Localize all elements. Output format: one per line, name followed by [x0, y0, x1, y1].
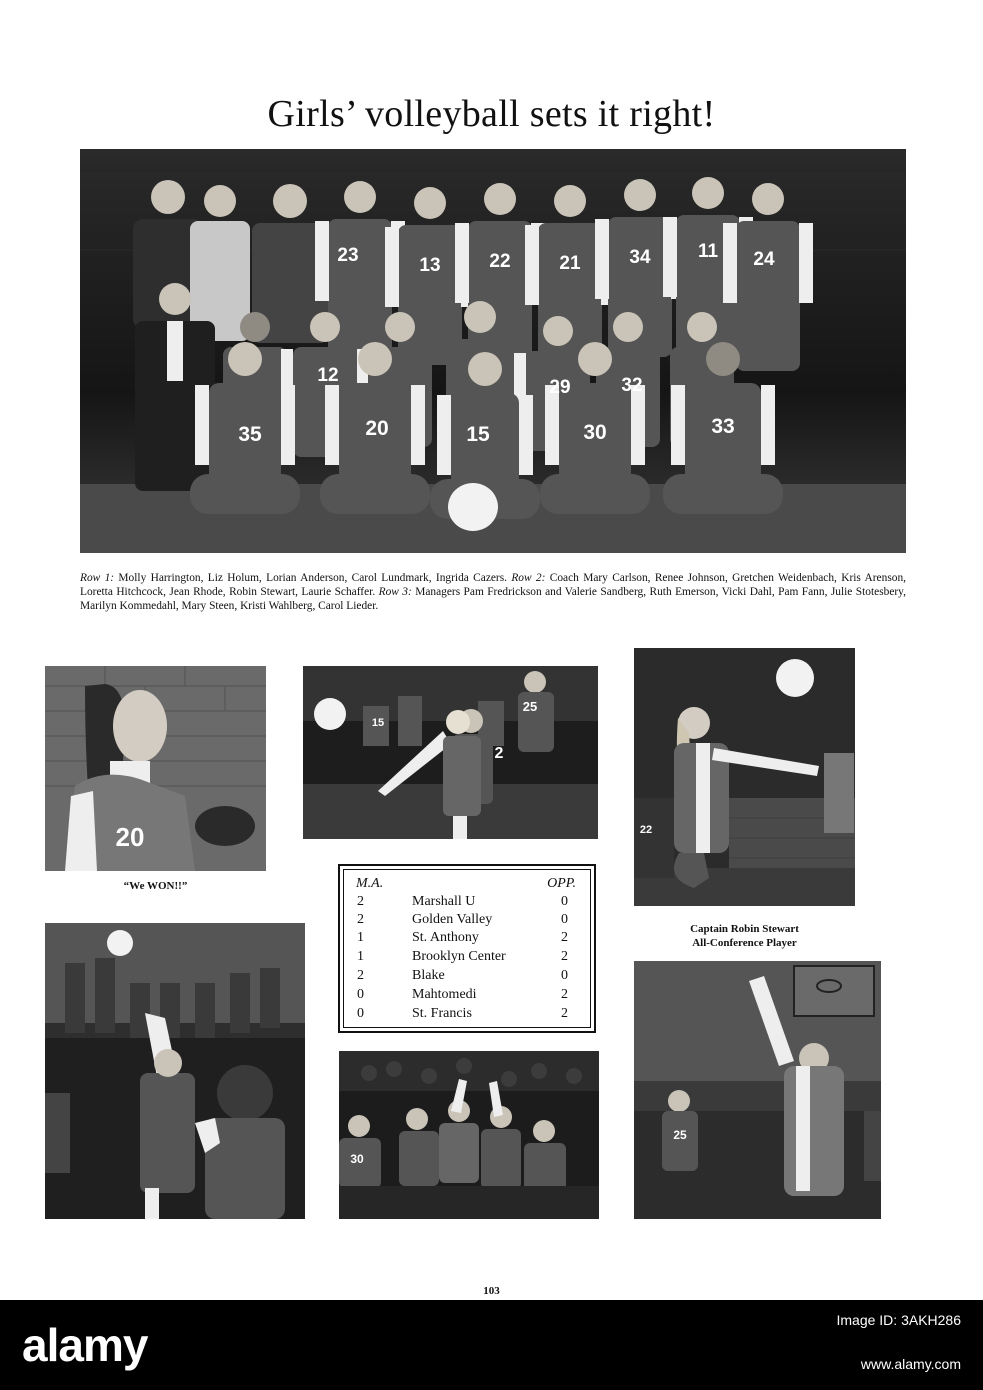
jersey-number: 30: [350, 1152, 364, 1166]
we-won-caption: “We WON!!”: [123, 880, 188, 892]
page-title: Girls’ volleyball sets it right!: [267, 93, 716, 135]
volleyball-icon: [448, 483, 498, 531]
row1-names: Molly Harrington, Liz Holum, Lorian Anderson, Carol Lundmark, Ingrida Cazers.: [114, 572, 512, 584]
jersey-number: 30: [583, 421, 607, 444]
score-row: 1 St. Anthony 2: [357, 930, 568, 945]
jersey-number: 23: [337, 245, 359, 266]
jersey-number: 34: [629, 247, 651, 268]
set-photo: [45, 923, 305, 1219]
score-header-ma: M.A.: [356, 876, 384, 891]
jersey-number: 20: [365, 417, 389, 440]
jersey-number: 15: [371, 717, 385, 729]
jersey-number: 20: [115, 822, 145, 852]
team-photo: [80, 149, 906, 553]
jersey-number: 12: [317, 365, 339, 386]
jersey-number: 21: [559, 253, 581, 274]
jersey-number: 15: [466, 423, 490, 446]
captain-award: All-Conference Player: [692, 937, 797, 949]
captain-caption: [634, 922, 855, 950]
score-row: 2 Blake 0: [357, 968, 568, 983]
captain-name: Captain Robin Stewart: [690, 923, 799, 935]
row1-label: Row 1:: [80, 572, 115, 584]
score-row: 2 Marshall U 0: [357, 894, 568, 909]
jersey-number: 13: [419, 255, 441, 276]
we-won-photo: [45, 666, 266, 871]
page-number: 103: [483, 1285, 500, 1297]
jersey-number: 32: [621, 375, 643, 396]
bump-pass-photo: [303, 666, 598, 839]
jersey-number: 25: [522, 699, 538, 714]
overhead-pass-photo: [634, 961, 881, 1219]
jersey-number: 35: [238, 423, 262, 446]
jersey-number: 29: [549, 377, 571, 398]
row2-label: Row 2:: [511, 572, 546, 584]
season-scores-table: [338, 864, 596, 1033]
watermark-banner: [0, 1300, 983, 1390]
watermark-url: www.alamy.com: [860, 1356, 961, 1372]
jersey-number: 22: [639, 824, 653, 836]
jersey-number: 24: [753, 249, 775, 270]
row2-names: Coach Mary Carlson, Renee Johnson, Gretchen Weidenbach, Kris Arenson, Loretta Hitchcock, Jean Rhode, Robin Stewart, Laurie Schaffer.: [80, 572, 906, 598]
bench-cheer-photo: [339, 1051, 599, 1219]
captain-photo: [634, 648, 855, 906]
volleyball-icon: [314, 698, 346, 730]
score-row: 2 Golden Valley 0: [357, 912, 568, 927]
score-row: 0 St. Francis 2: [357, 1006, 568, 1021]
jersey-number: 33: [711, 415, 735, 438]
watermark-image-id: Image ID: 3AKH286: [836, 1312, 961, 1328]
volleyball-icon: [107, 930, 133, 956]
score-header-opp: OPP.: [547, 876, 576, 891]
score-row: 0 Mahtomedi 2: [357, 987, 568, 1002]
team-roster-caption: [80, 571, 906, 613]
jersey-number: 11: [697, 241, 719, 262]
volleyball-icon: [776, 659, 814, 697]
watermark-logo: alamy: [22, 1319, 148, 1371]
jersey-number: 25: [673, 1128, 687, 1142]
row3-names: Managers Pam Fredrickson and Valerie Sandberg, Ruth Emerson, Vicki Dahl, Pam Fann, Julie Stotesbery, Marilyn Kommedahl, Mary Steen, Kristi Wahlberg, Carol Lieder.: [80, 586, 906, 612]
score-row: 1 Brooklyn Center 2: [357, 949, 568, 964]
row3-label: Row 3:: [378, 586, 412, 598]
jersey-number: 22: [489, 251, 511, 272]
jersey-number: 2: [494, 745, 504, 762]
